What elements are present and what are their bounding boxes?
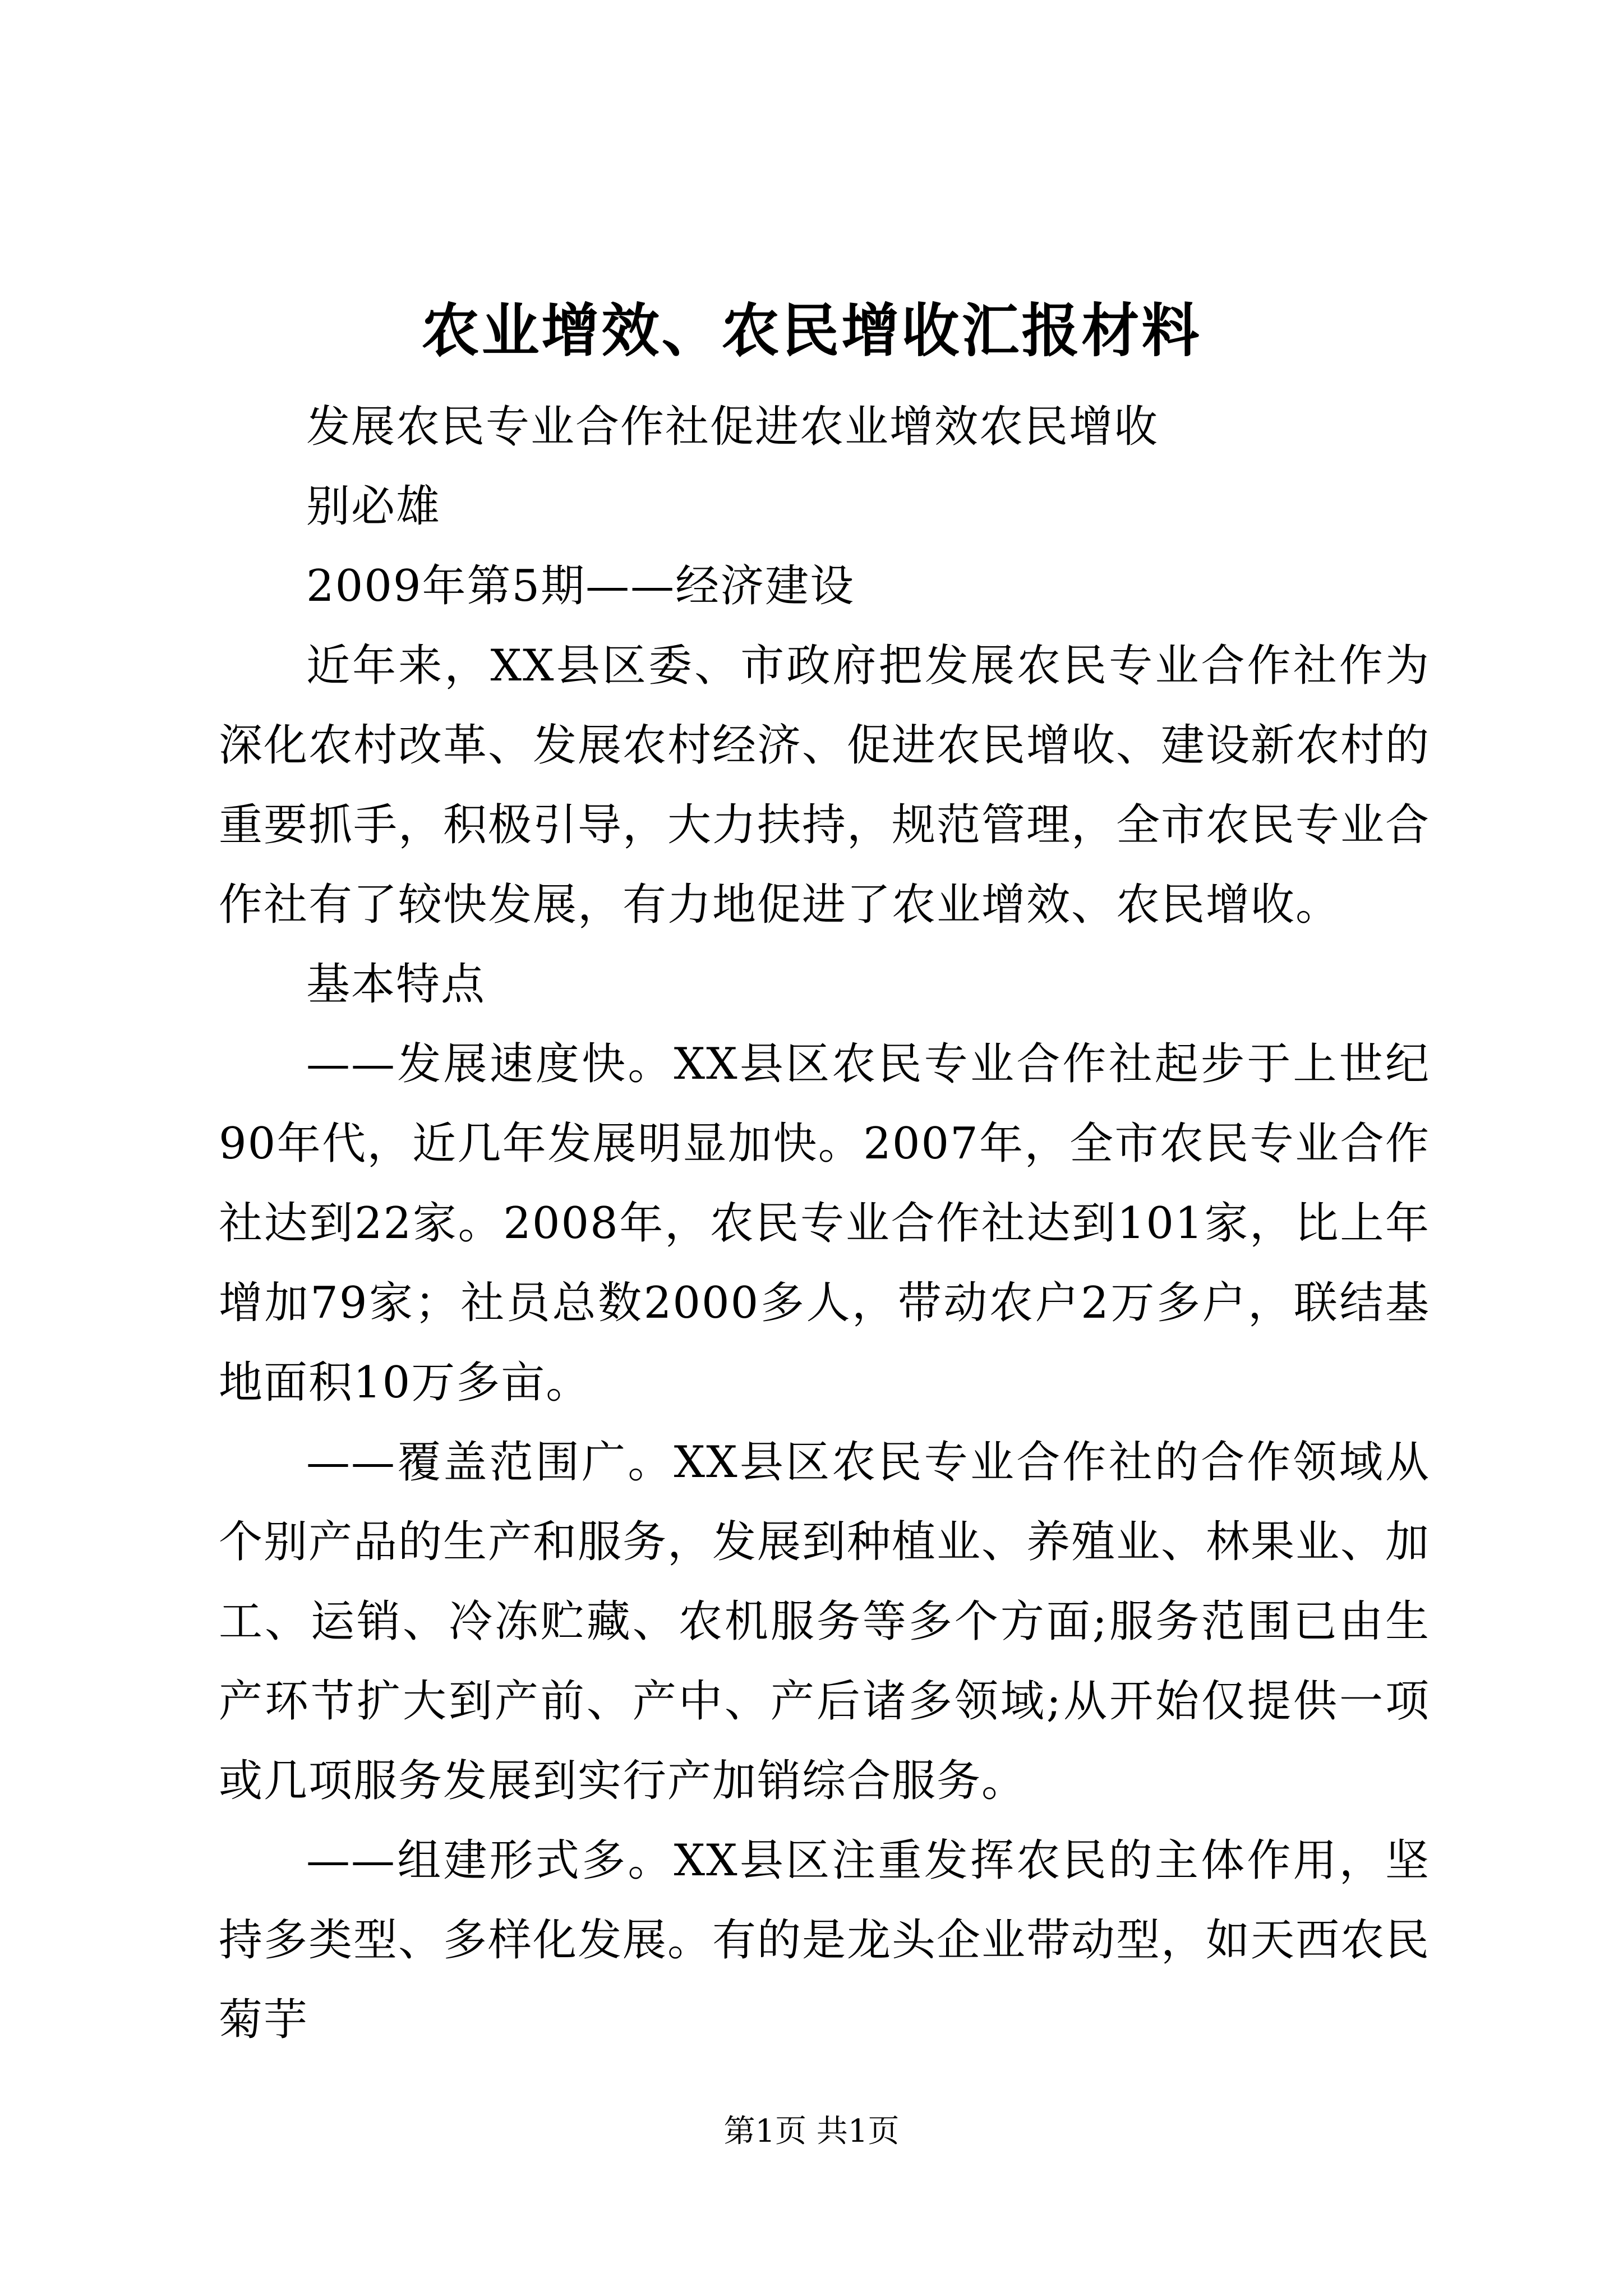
body-paragraph: ——组建形式多。XX县区注重发挥农民的主体作用，坚持多类型、多样化发展。有的是龙头企业带动型，如天西农民菊芋 bbox=[219, 1835, 1431, 2045]
section-heading: 基本特点 bbox=[306, 959, 486, 1010]
source-paragraph: 2009年第5期——经济建设 bbox=[306, 561, 855, 611]
page-footer: 第1页 共1页 bbox=[723, 2113, 900, 2150]
author-paragraph: 别必雄 bbox=[306, 481, 441, 532]
body-paragraph: ——覆盖范围广。XX县区农民专业合作社的合作领域从个别产品的生产和服务，发展到种植业、养殖业、林果业、加工、运销、冷冻贮藏、农机服务等多个方面;服务范围已由生产环节扩大到产前、产中、产后诸多领域;从开始仅提供一项或几项服务发展到实行产加销综合服务。 bbox=[219, 1437, 1431, 1806]
document-title: 农业增效、农民增收汇报材料 bbox=[421, 297, 1202, 365]
body-paragraph: ——发展速度快。XX县区农民专业合作社起步于上世纪90年代，近几年发展明显加快。2007年，全市农民专业合作社达到22家。2008年，农民专业合作社达到101家，比上年增加79家；社员总数2000多人，带动农户2万多户，联结基地面积10万多亩。 bbox=[219, 1039, 1430, 1408]
document-body bbox=[219, 387, 1430, 2060]
intro-paragraph: 近年来，XX县区委、市政府把发展农民专业合作社作为深化农村改革、发展农村经济、促进农民增收、建设新农村的重要抓手，积极引导，大力扶持，规范管理，全市农民专业合作社有了较快发展，有力地促进了农业增效、农民增收。 bbox=[219, 641, 1431, 930]
subtitle-paragraph: 发展农民专业合作社促进农业增效农民增收 bbox=[306, 402, 1159, 452]
